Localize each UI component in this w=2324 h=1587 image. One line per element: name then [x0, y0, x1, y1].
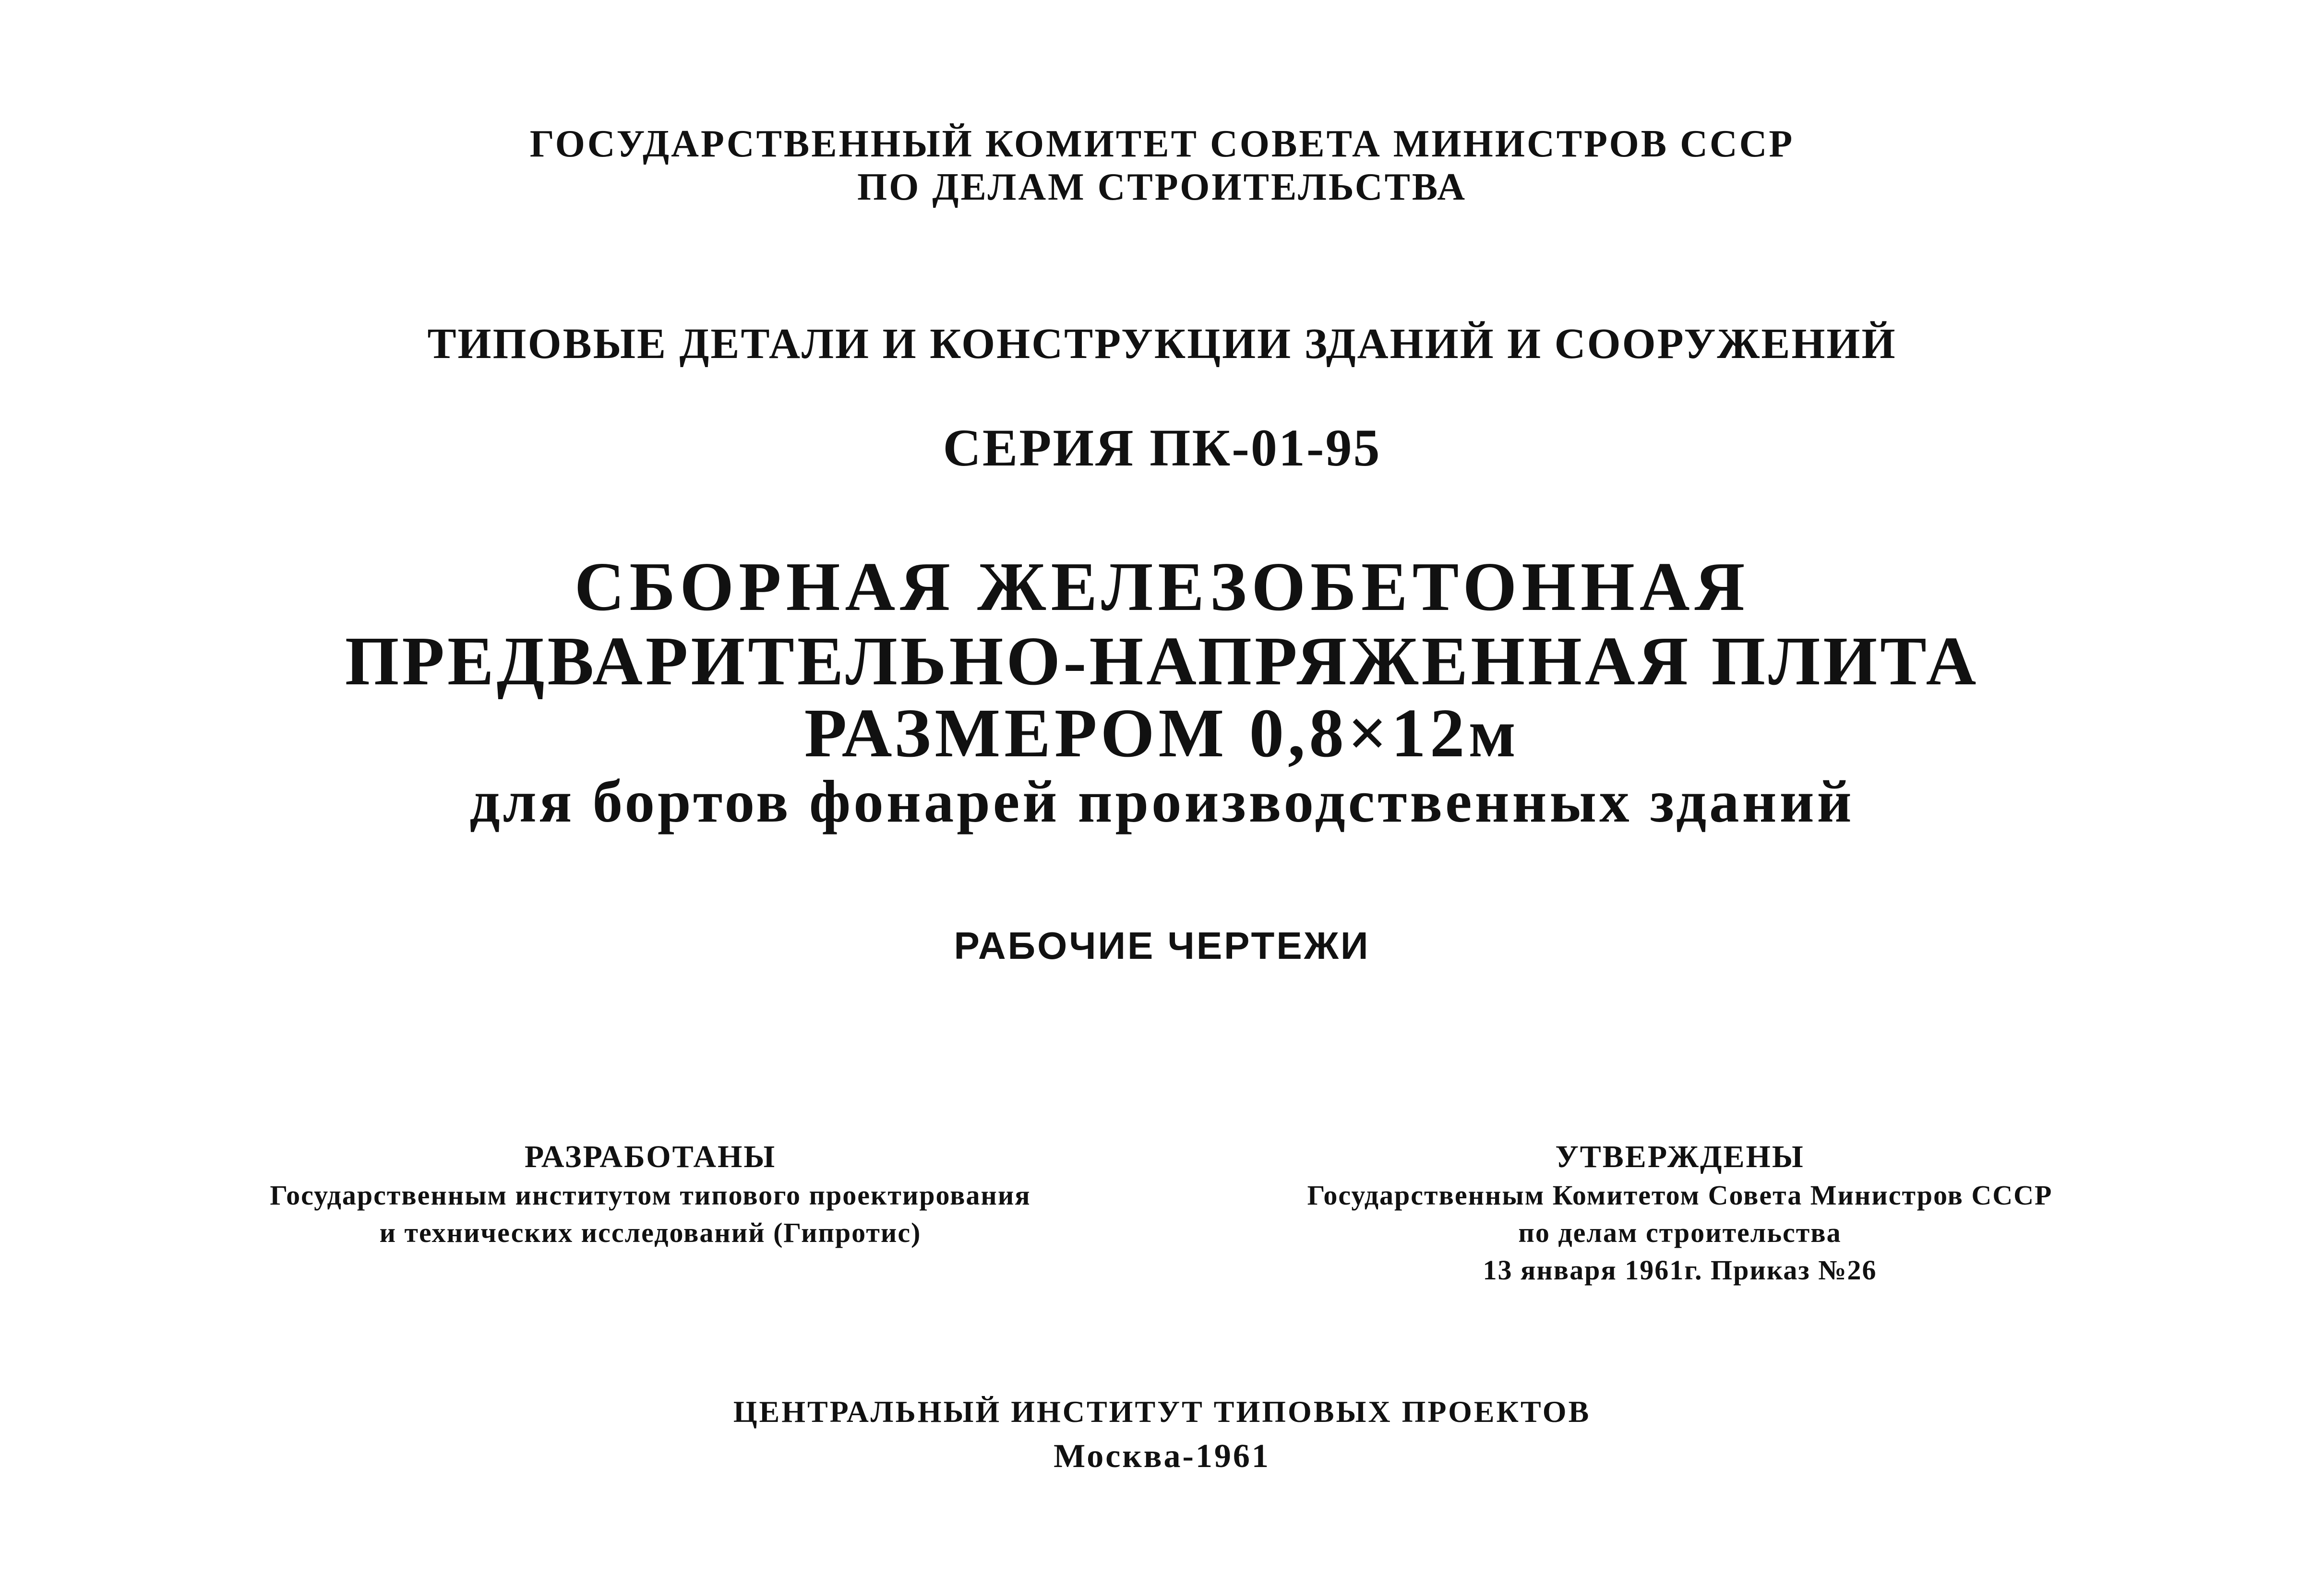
- committee-name-line-1: ГОСУДАРСТВЕННЫЙ КОМИТЕТ СОВЕТА МИНИСТРОВ СССР: [529, 123, 1795, 165]
- approved-by-block: [1267, 1137, 2093, 1289]
- series-code: СЕРИЯ ПК-01-95: [943, 418, 1381, 477]
- document-title-line-2: ПРЕДВАРИТЕЛЬНО-НАПРЯЖЕННАЯ ПЛИТА: [345, 623, 1979, 700]
- approved-heading: УТВЕРЖДЕНЫ: [1555, 1139, 1805, 1174]
- committee-name-line-2: ПО ДЕЛАМ СТРОИТЕЛЬСТВА: [857, 166, 1467, 208]
- approved-line-2: по делам строительства: [1518, 1217, 1842, 1248]
- developed-by-block: [235, 1137, 1066, 1252]
- developed-line-1: Государственным институтом типового проектирования: [270, 1180, 1031, 1211]
- developed-heading: РАЗРАБОТАНЫ: [524, 1139, 777, 1174]
- developed-line-2: и технических исследований (Гипротис): [379, 1217, 922, 1248]
- publisher-city-year: Москва-1961: [1054, 1438, 1270, 1475]
- document-subtitle: для бортов фонарей производственных зданий: [469, 769, 1855, 835]
- series-title: ТИПОВЫЕ ДЕТАЛИ И КОНСТРУКЦИИ ЗДАНИЙ И СООРУЖЕНИЙ: [427, 320, 1897, 368]
- document-type: РАБОЧИЕ ЧЕРТЕЖИ: [954, 924, 1370, 967]
- document-title-line-1: СБОРНАЯ ЖЕЛЕЗОБЕТОННАЯ: [574, 549, 1750, 625]
- approved-line-1: Государственным Комитетом Совета Министров СССР: [1307, 1180, 2053, 1211]
- publisher-name: ЦЕНТРАЛЬНЫЙ ИНСТИТУТ ТИПОВЫХ ПРОЕКТОВ: [733, 1395, 1591, 1429]
- document-title-line-3: РАЗМЕРОМ 0,8×12м: [804, 695, 1520, 772]
- approved-line-3: 13 января 1961г. Приказ №26: [1483, 1254, 1877, 1286]
